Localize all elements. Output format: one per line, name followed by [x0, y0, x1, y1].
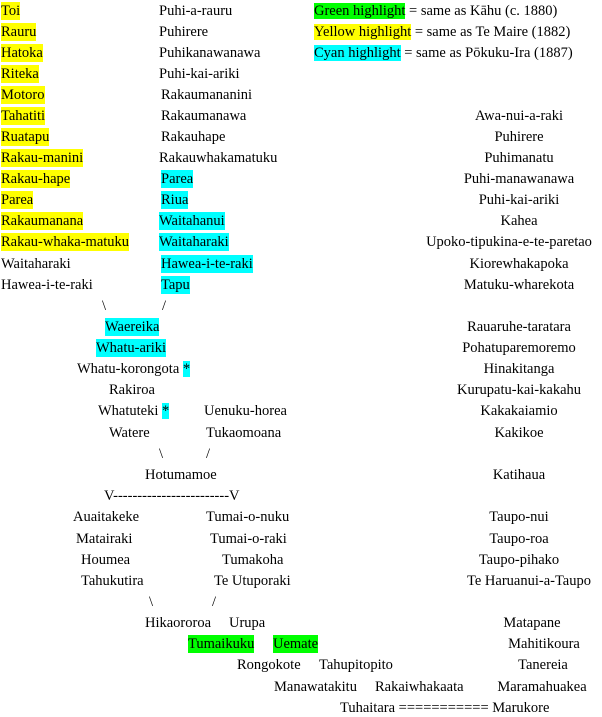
col3-name: Hinakitanga	[483, 361, 555, 377]
col3-name: Matapane	[503, 615, 561, 631]
col2-name: Waitahanui	[159, 213, 225, 229]
col3-name: Kurupatu-kai-kakahu	[456, 382, 582, 398]
col1-name: Toi	[1, 3, 21, 19]
legend-green-text: = same as Kāhu (c. 1880)	[405, 3, 558, 19]
name-rakaiwhakaata: Rakaiwhakaata	[375, 679, 464, 695]
col2-name: Rakauwhakamatuku	[159, 150, 278, 166]
col2-name: Rakaumananini	[161, 87, 253, 103]
legend-yellow-text: = same as Te Maire (1882)	[411, 24, 571, 40]
left-branch-name: Matairaki	[76, 531, 133, 547]
col3-name: Kahea	[500, 213, 538, 229]
col2-name: Rakauhape	[161, 129, 226, 145]
name-urupa: Urupa	[229, 615, 266, 631]
name-hikaororoa: Hikaororoa	[145, 615, 212, 631]
col3-name: Te Haruanui-a-Taupo	[467, 573, 591, 589]
marriage-connector: ===========	[398, 700, 489, 716]
legend-cyan-swatch: Cyan highlight	[314, 45, 401, 61]
col2-name: Tapu	[161, 277, 190, 293]
legend-cyan-text: = same as Pōkuku-Ira (1887)	[400, 45, 573, 61]
name-tahupitopito: Tahupitopito	[319, 657, 393, 673]
legend-yellow-swatch: Yellow highlight	[314, 24, 412, 40]
right-branch-name: Tumakoha	[222, 552, 284, 568]
col2-name: Parea	[161, 171, 194, 187]
right-branch-name: Te Utuporaki	[214, 573, 291, 589]
connector-slash: /	[212, 594, 217, 610]
star-marker: *	[162, 403, 170, 419]
col3-name: Kakakaiamio	[480, 403, 558, 419]
name-rongokote: Rongokote	[237, 657, 301, 673]
col3-name: Taupo-nui	[489, 509, 549, 525]
col2-name: Waitaharaki	[159, 234, 229, 250]
col3-name: Awa-nui-a-raki	[474, 108, 564, 124]
left-branch-name: Auaitakeke	[73, 509, 140, 525]
col2-name: Hawea-i-te-raki	[161, 256, 253, 272]
col3-name: Mahitikoura	[508, 636, 580, 652]
name-marukore: Marukore	[492, 700, 550, 716]
connector-backslash: \	[102, 298, 107, 314]
legend-green-swatch: Green highlight	[314, 3, 406, 19]
right-branch-name: Tumai-o-nuku	[206, 509, 290, 525]
connector-slash: /	[162, 298, 167, 314]
name-whatuteki-text: Whatuteki	[98, 403, 159, 419]
name-manawatakitu: Manawatakitu	[274, 679, 357, 695]
name-tukaomoana: Tukaomoana	[206, 425, 282, 441]
col2-name: Puhirere	[159, 24, 209, 40]
marriage-line	[340, 699, 549, 717]
name-rakiroa: Rakiroa	[109, 382, 155, 398]
col2-name: Puhi-kai-ariki	[159, 66, 240, 82]
col1-name: Motoro	[1, 87, 45, 103]
star-marker: *	[182, 361, 191, 377]
col3-name: Puhirere	[494, 129, 544, 145]
col3-name: Puhi-kai-ariki	[478, 192, 560, 208]
col1-name: Rakau-whaka-matuku	[1, 234, 130, 250]
legend-yellow	[314, 23, 570, 41]
name-whatu-ariki: Whatu-ariki	[96, 340, 167, 356]
col1-name: Rakau-hape	[1, 171, 71, 187]
name-uemate: Uemate	[273, 636, 319, 652]
col3-name: Katihaua	[492, 467, 546, 483]
col2-name: Rakaumanawa	[161, 108, 247, 124]
col1-name: Ruatapu	[1, 129, 50, 145]
col1-name: Rakau-manini	[1, 150, 84, 166]
left-branch-name: Tahukutira	[81, 573, 144, 589]
col1-name: Waitaharaki	[1, 256, 71, 272]
col3-name: Kakikoe	[494, 425, 544, 441]
name-waereika: Waereika	[105, 319, 160, 335]
right-branch-name: Tumai-o-raki	[210, 531, 287, 547]
name-tuhaitara: Tuhaitara	[340, 700, 396, 716]
connector-backslash: \	[159, 446, 164, 462]
col3-name: Taupo-roa	[489, 531, 549, 547]
name-whatu-korongota	[77, 360, 190, 378]
connector-slash: /	[206, 446, 211, 462]
col2-name: Puhikanawanawa	[159, 45, 261, 61]
col3-name: Pohatuparemoremo	[462, 340, 576, 356]
col3-name: Kiorewhakapoka	[469, 256, 569, 272]
col1-name: Tahatiti	[1, 108, 46, 124]
col1-name: Parea	[1, 192, 34, 208]
name-hotumamoe: Hotumamoe	[145, 467, 217, 483]
col3-name: Matuku-wharekota	[463, 277, 575, 293]
connector-bracket: V------------------------V	[104, 488, 240, 504]
col1-name: Riteka	[1, 66, 39, 82]
name-tumaikuku: Tumaikuku	[188, 636, 255, 652]
col2-name: Riua	[161, 192, 189, 208]
name-uenuku-horea: Uenuku-horea	[204, 403, 287, 419]
col3-name: Puhimanatu	[484, 150, 554, 166]
col3-name: Puhi-manawanawa	[463, 171, 575, 187]
col3-name: Tanereia	[518, 657, 568, 673]
legend-cyan	[314, 44, 573, 62]
name-watere: Watere	[109, 425, 150, 441]
name-whatu-korongota-text: Whatu-korongota	[77, 361, 180, 377]
col3-name: Taupo-pihako	[478, 552, 560, 568]
name-whatuteki	[98, 402, 169, 420]
col3-name: Maramahuakea	[497, 679, 587, 695]
connector-backslash: \	[149, 594, 154, 610]
col1-name: Rakaumanana	[1, 213, 84, 229]
left-branch-name: Houmea	[81, 552, 131, 568]
col1-name: Hatoka	[1, 45, 43, 61]
col2-name: Puhi-a-rauru	[159, 3, 233, 19]
legend-green	[314, 2, 557, 20]
col1-name: Hawea-i-te-raki	[1, 277, 93, 293]
col3-name: Rauaruhe-taratara	[467, 319, 571, 335]
col1-name: Rauru	[1, 24, 37, 40]
col3-name: Upoko-tipukina-e-te-paretao	[426, 234, 592, 250]
